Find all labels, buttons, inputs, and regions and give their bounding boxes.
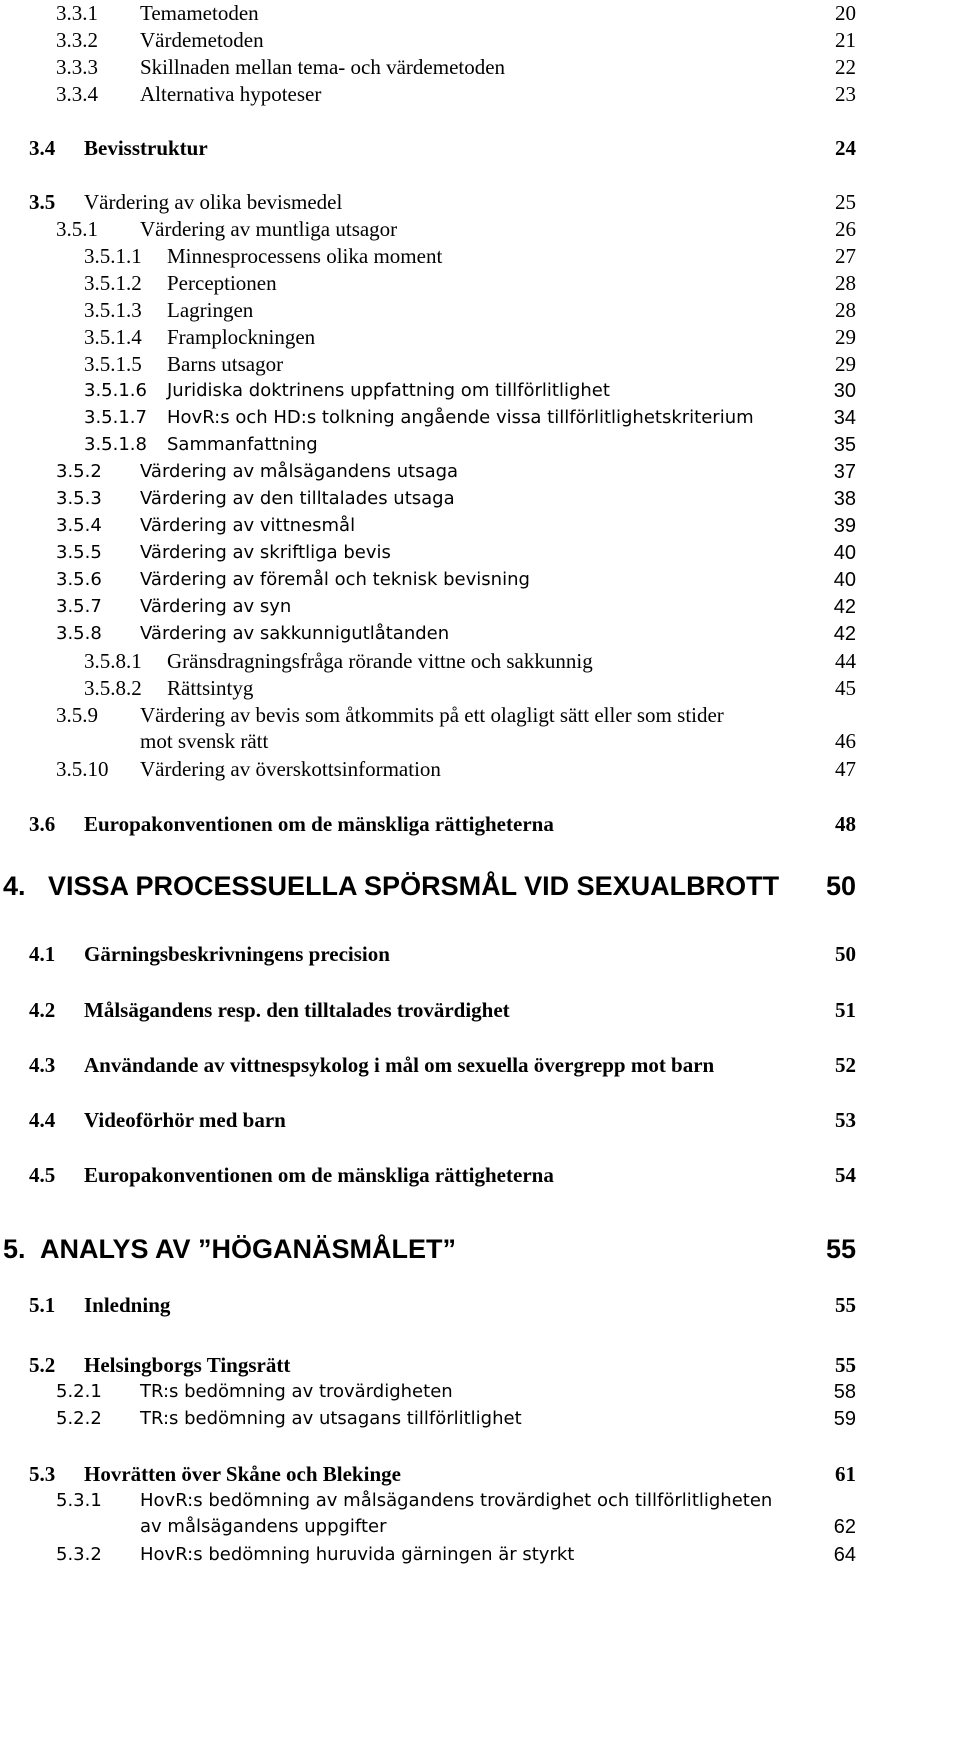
toc-page: 39: [833, 515, 856, 537]
toc-page: 46: [835, 729, 856, 753]
toc-title: Värdering av bevis som åtkommits på ett olagligt sätt eller som stider: [140, 703, 724, 727]
toc-number: 3.5.1.3: [84, 298, 142, 322]
toc-number: 3.5.1: [56, 217, 98, 241]
toc-number: 5.2.2: [56, 1408, 102, 1429]
toc-title: Hovrätten över Skåne och Blekinge: [84, 1462, 401, 1486]
toc-title-continued: av målsägandens uppgifter: [140, 1516, 387, 1537]
toc-title: HovR:s bedömning av målsägandens trovärdighet och tillförlitligheten: [140, 1490, 773, 1511]
toc-title: Barns utsagor: [167, 352, 284, 376]
toc-number: 3.5.8.2: [84, 676, 142, 700]
toc-title: Värdemetoden: [140, 28, 264, 52]
toc-title: Europakonventionen om de mänskliga rättigheterna: [84, 1163, 554, 1187]
toc-title: Värdering av skriftliga bevis: [140, 542, 391, 563]
toc-title: Minnesprocessens olika moment: [167, 244, 443, 268]
toc-number: 5.: [3, 1234, 26, 1264]
toc-number: 5.2.1: [56, 1381, 102, 1402]
toc-number: 3.5.8: [56, 623, 102, 644]
toc-title: Värdering av föremål och teknisk bevisning: [140, 569, 530, 590]
toc-title: Värdering av muntliga utsagor: [140, 217, 398, 241]
toc-number: 3.6: [29, 812, 56, 836]
toc-number: 3.5: [29, 190, 56, 214]
toc-number: 3.5.1.5: [84, 352, 142, 376]
toc-title: Skillnaden mellan tema- och värdemetoden: [140, 55, 506, 79]
toc-number: 3.5.4: [56, 515, 102, 536]
toc-number: 4.3: [29, 1053, 56, 1077]
toc-entry: [0, 702, 960, 756]
toc-page: 55: [835, 1293, 856, 1317]
toc-title: Framplockningen: [167, 325, 316, 349]
toc-number: 3.3.1: [56, 1, 98, 25]
toc-page: 53: [835, 1108, 856, 1132]
toc-page: 61: [835, 1462, 856, 1486]
toc-page: 64: [833, 1544, 856, 1566]
toc-number: 5.3.1: [56, 1490, 102, 1511]
toc-number: 5.2: [29, 1353, 56, 1377]
toc-page: 27: [835, 244, 856, 268]
toc-number: 3.5.1.4: [84, 325, 142, 349]
toc-page: 28: [835, 298, 856, 322]
toc-title: Användande av vittnespsykolog i mål om sexuella övergrepp mot barn: [84, 1053, 715, 1077]
toc-page: 59: [833, 1408, 856, 1430]
toc-number: 3.5.1.6: [84, 380, 147, 401]
toc-page: 58: [833, 1381, 856, 1403]
toc-number: 3.5.8.1: [84, 649, 142, 673]
toc-page: 55: [835, 1353, 856, 1377]
toc-page: 22: [835, 55, 856, 79]
toc-title: Gränsdragningsfråga rörande vittne och sakkunnig: [167, 649, 593, 673]
toc-title: Värdering av sakkunnigutlåtanden: [140, 623, 450, 644]
toc-page: 37: [833, 461, 856, 483]
toc-title: Lagringen: [167, 298, 254, 322]
toc-title: TR:s bedömning av utsagans tillförlitlighet: [140, 1408, 522, 1429]
toc-number: 3.3.2: [56, 28, 98, 52]
toc-title: HovR:s bedömning huruvida gärningen är styrkt: [140, 1544, 575, 1565]
toc-title: Juridiska doktrinens uppfattning om tillförlitlighet: [167, 380, 610, 401]
toc-number: 3.5.1.7: [84, 407, 147, 428]
toc-title: Värdering av syn: [140, 596, 292, 617]
toc-page: 23: [835, 82, 856, 106]
toc-number: 4.5: [29, 1163, 56, 1187]
toc-title: Europakonventionen om de mänskliga rättigheterna: [84, 812, 554, 836]
toc-title: Perceptionen: [167, 271, 277, 295]
toc-number: 4.: [3, 871, 26, 901]
toc-page: 25: [835, 190, 856, 214]
toc-title: Bevisstruktur: [84, 136, 208, 160]
toc-page: 55: [825, 1234, 856, 1264]
toc-number: 3.3.4: [56, 82, 98, 106]
toc-title: Gärningsbeskrivningens precision: [84, 942, 390, 966]
toc-page: 50: [835, 942, 856, 966]
toc-title: Helsingborgs Tingsrätt: [84, 1353, 291, 1377]
toc-number: 3.5.3: [56, 488, 102, 509]
toc-entry: [0, 1488, 960, 1542]
toc-title: TR:s bedömning av trovärdigheten: [140, 1381, 453, 1402]
toc-title: Värdering av den tilltalades utsaga: [140, 488, 455, 509]
toc-page: 35: [833, 434, 856, 456]
toc-number: 3.4: [29, 136, 56, 160]
toc-number: 4.1: [29, 942, 56, 966]
toc-number: 5.3: [29, 1462, 56, 1486]
toc-title: Sammanfattning: [167, 434, 318, 455]
toc-number: 3.5.1.1: [84, 244, 142, 268]
toc-page: 42: [833, 596, 856, 618]
toc-page: 29: [835, 352, 856, 376]
toc-page: 42: [833, 623, 856, 645]
toc-page: 34: [833, 407, 856, 429]
toc-page: 48: [835, 812, 856, 836]
toc-title: Inledning: [84, 1293, 171, 1317]
toc-page: 50: [825, 871, 856, 901]
toc-page: 47: [835, 757, 856, 781]
toc-page: 20: [835, 1, 856, 25]
toc-page: 38: [833, 488, 856, 510]
toc-title: Värdering av vittnesmål: [140, 515, 356, 536]
toc-number: 4.4: [29, 1108, 56, 1132]
toc-page: 51: [835, 998, 856, 1022]
toc-number: 3.3.3: [56, 55, 98, 79]
toc-title: Värdering av överskottsinformation: [140, 757, 441, 781]
toc-title: Värdering av målsägandens utsaga: [140, 461, 459, 482]
toc-title: Värdering av olika bevismedel: [84, 190, 343, 214]
toc-title: HovR:s och HD:s tolkning angående vissa tillförlitlighetskriterium: [167, 407, 754, 428]
toc-number: 5.1: [29, 1293, 56, 1317]
toc-title: Alternativa hypoteser: [140, 82, 322, 106]
toc-page: 28: [835, 271, 856, 295]
toc-title: Temametoden: [140, 1, 259, 25]
toc-page: 45: [835, 676, 856, 700]
toc-page: 24: [835, 136, 856, 160]
toc-page: 40: [833, 569, 856, 591]
toc-number: 3.5.5: [56, 542, 102, 563]
toc-page: 44: [835, 649, 856, 673]
toc-number: 3.5.2: [56, 461, 102, 482]
toc-page: 62: [833, 1516, 856, 1538]
toc-page: 26: [835, 217, 856, 241]
toc-number: 5.3.2: [56, 1544, 102, 1565]
toc-page: 54: [835, 1163, 856, 1187]
toc-page: 52: [835, 1053, 856, 1077]
toc-title: Rättsintyg: [167, 676, 254, 700]
toc-number: 3.5.1.8: [84, 434, 147, 455]
toc-number: 3.5.10: [56, 757, 109, 781]
toc-page: 30: [833, 380, 856, 402]
toc-title-continued: mot svensk rätt: [140, 729, 269, 753]
toc-title: Målsägandens resp. den tilltalades trovärdighet: [84, 998, 510, 1022]
toc-title: VISSA PROCESSUELLA SPÖRSMÅL VID SEXUALBROTT: [48, 871, 780, 901]
toc-number: 3.5.6: [56, 569, 102, 590]
toc-number: 3.5.7: [56, 596, 102, 617]
toc-page: 40: [833, 542, 856, 564]
toc-number: 3.5.1.2: [84, 271, 142, 295]
toc-number: 3.5.9: [56, 703, 98, 727]
toc-page: 21: [835, 28, 856, 52]
toc-number: 4.2: [29, 998, 56, 1022]
toc-page: 29: [835, 325, 856, 349]
toc-title: Videoförhör med barn: [84, 1108, 286, 1132]
toc-title: ANALYS AV ”HÖGANÄSMÅLET”: [40, 1234, 457, 1264]
